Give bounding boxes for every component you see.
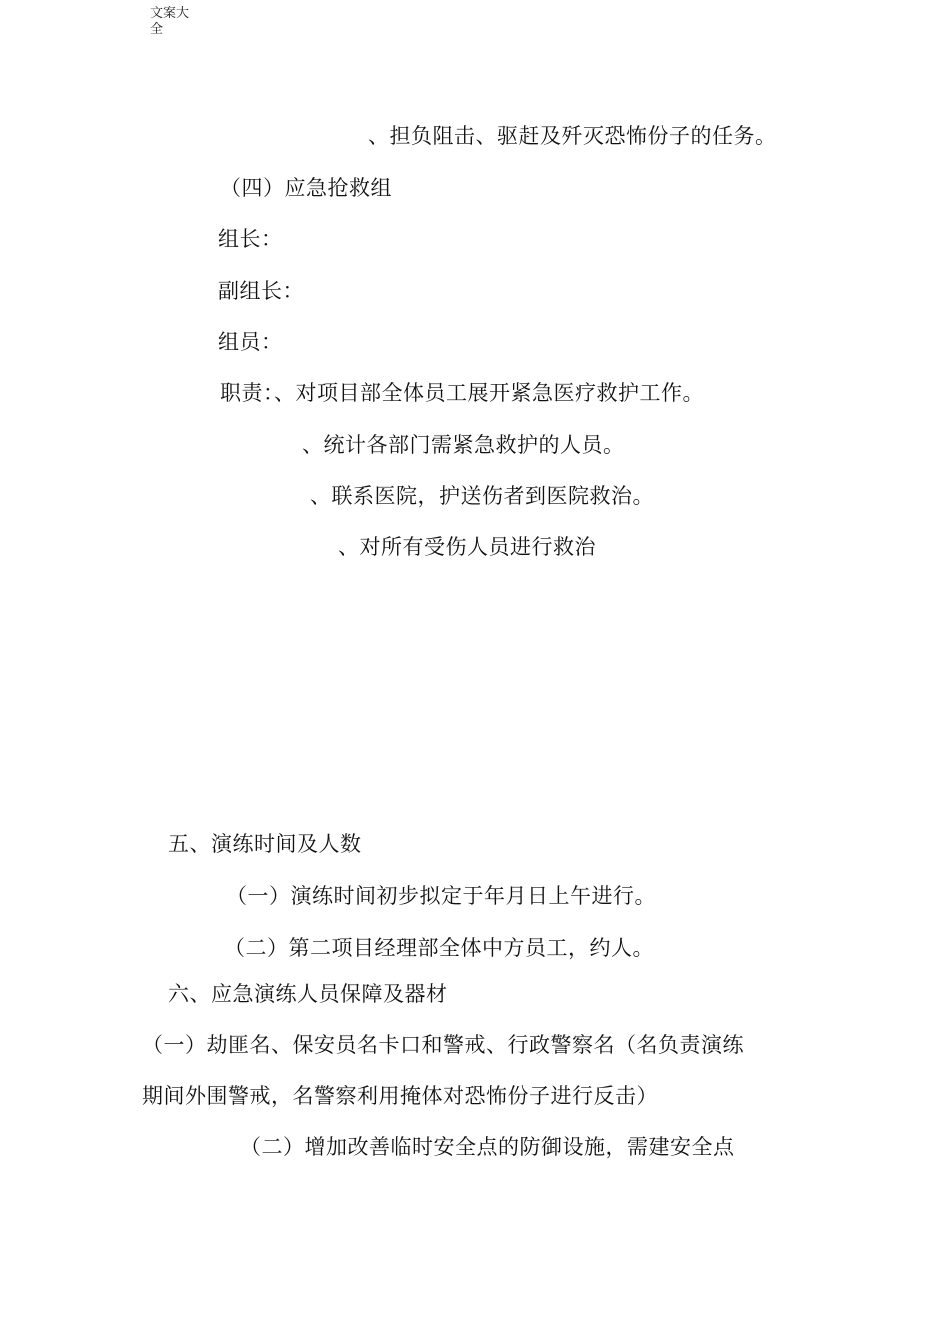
duty-continued-line: 、担负阻击、驱赶及歼灭恐怖份子的任务。 [368,124,777,148]
section-5-title: 五、演练时间及人数 [168,832,362,856]
section-6-item-2: （二）增加改善临时安全点的防御设施，需建安全点 [240,1135,735,1159]
duty-line-3: 、联系医院，护送伤者到医院救治。 [310,484,654,508]
deputy-leader-label: 副组长： [218,279,304,303]
members-label: 组员： [218,330,283,354]
section-5-item-2: （二）第二项目经理部全体中方员工，约人。 [224,936,654,960]
section-5-item-1: （一）演练时间初步拟定于年月日上午进行。 [226,884,656,908]
section-6-item-1-line-2: 期间外围警戒，名警察利用掩体对恐怖份子进行反击） [142,1084,658,1108]
duty-line-1: 职责：、对项目部全体员工展开紧急医疗救护工作。 [220,381,704,405]
header-mark: 文案大全 [150,6,190,37]
section-4-title: （四）应急抢救组 [220,176,392,200]
section-6-title: 六、应急演练人员保障及器材 [168,982,448,1006]
duty-line-2: 、统计各部门需紧急救护的人员。 [302,433,625,457]
duty-line-4: 、对所有受伤人员进行救治 [338,535,596,559]
section-6-item-1-line-1: （一）劫匪名、保安员名卡口和警戒、行政警察名（名负责演练 [142,1033,744,1057]
leader-label: 组长： [218,227,283,251]
